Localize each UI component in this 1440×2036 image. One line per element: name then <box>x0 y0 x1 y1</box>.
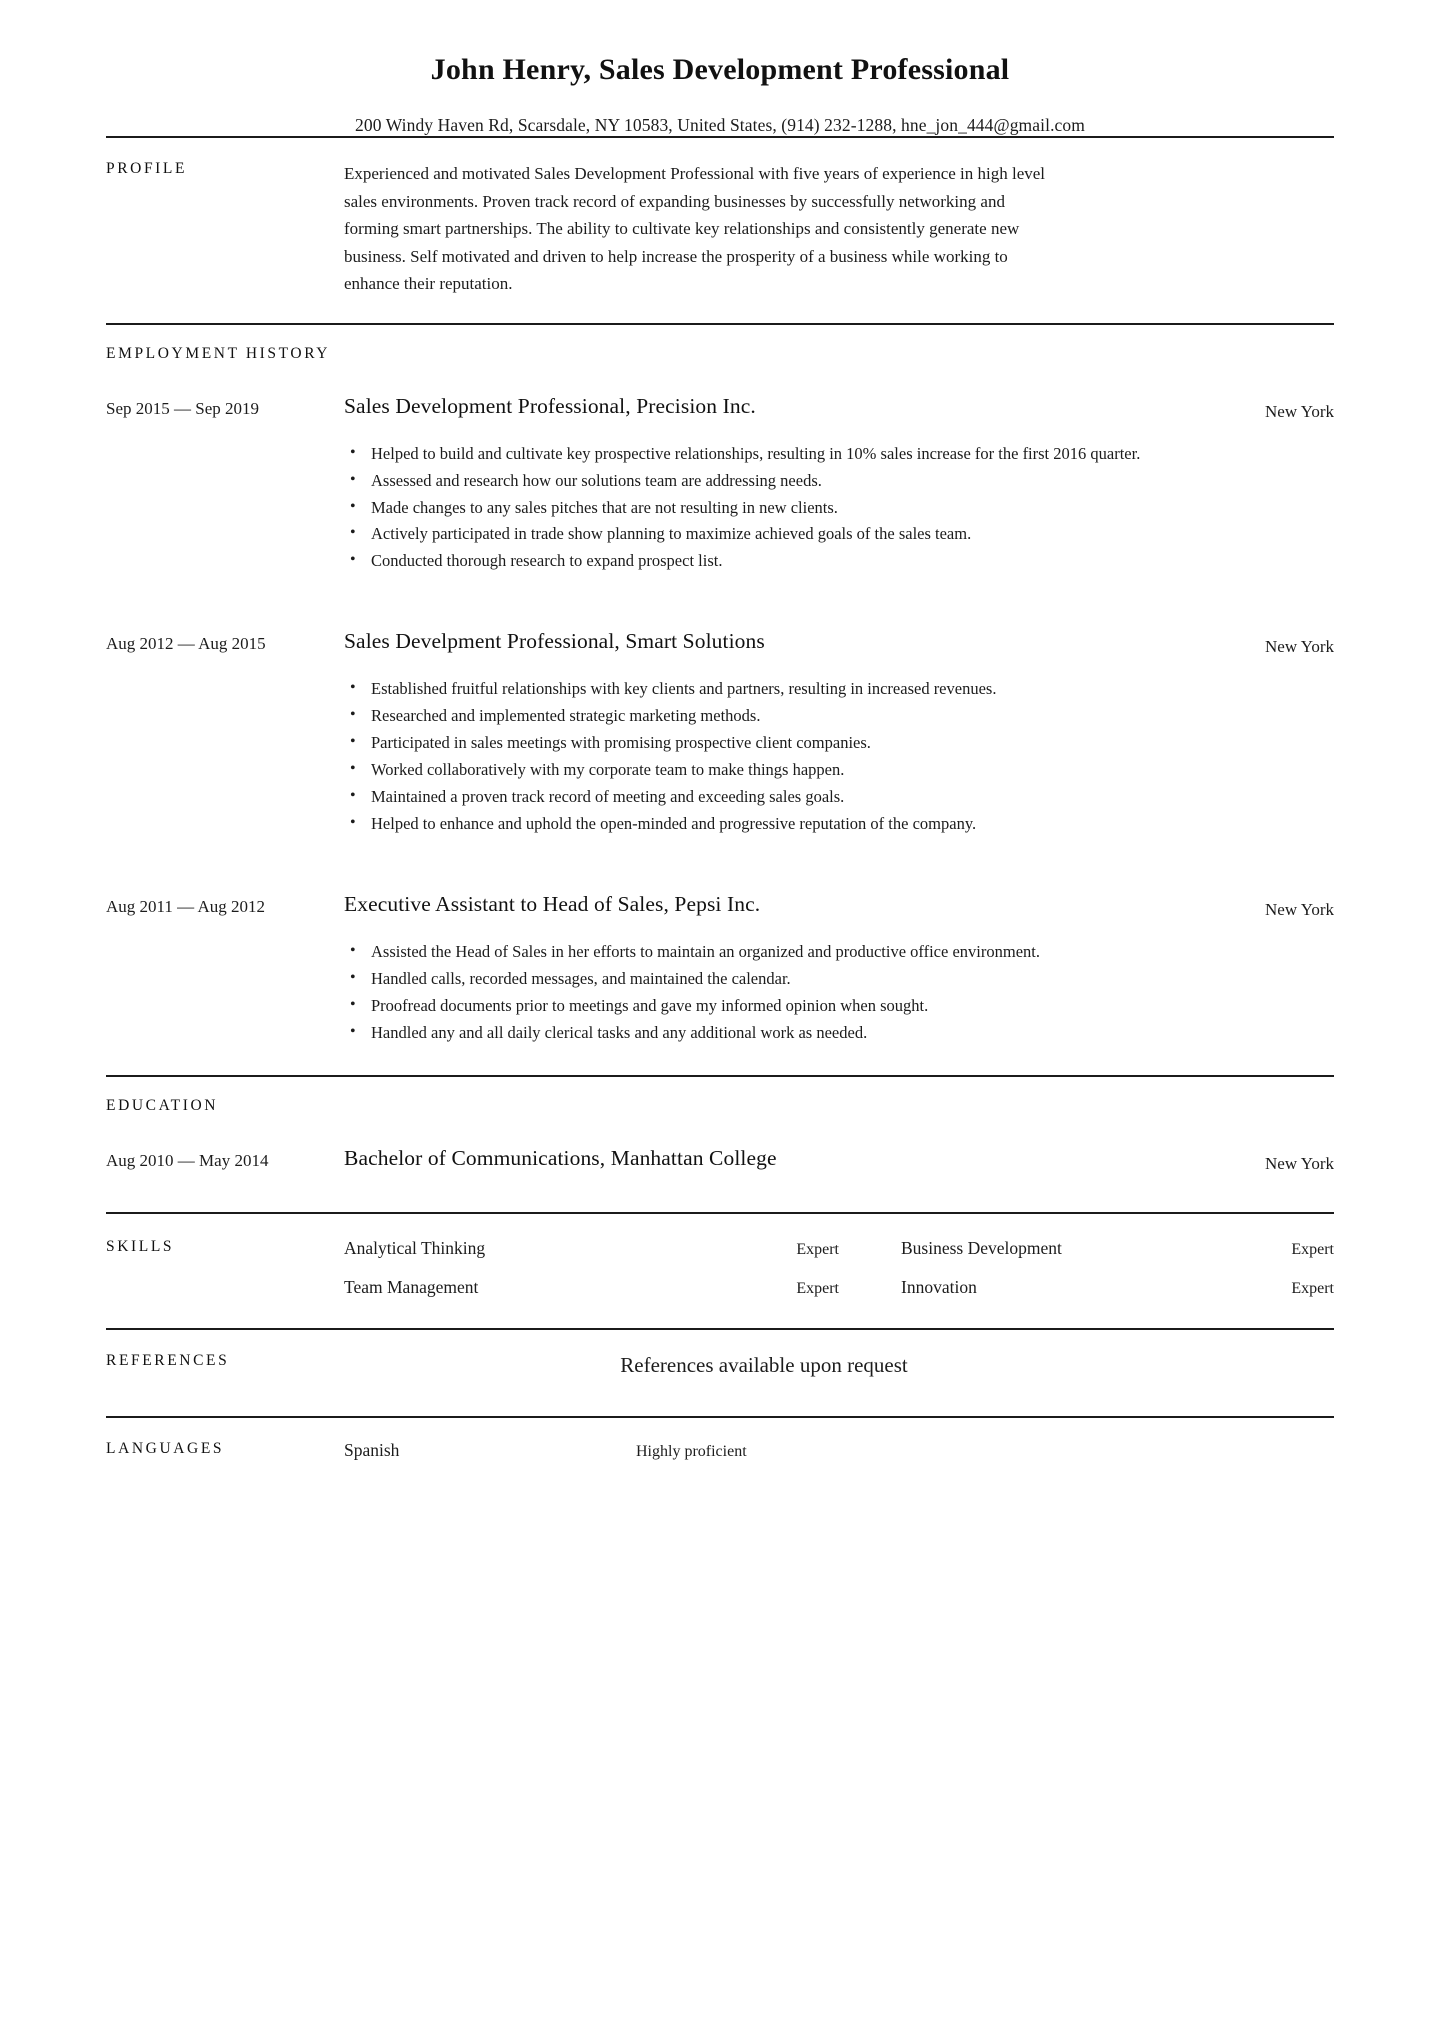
profile-label-col <box>106 160 344 178</box>
skills-label-col <box>106 1238 344 1256</box>
skills-grid <box>344 1238 1334 1298</box>
job-location: New York <box>1265 401 1334 421</box>
job-location: New York <box>1265 637 1334 657</box>
section-heading-employment <box>106 325 1334 369</box>
job-bullet-list <box>344 677 1334 836</box>
list-item: • Actively participated in trade show planning to maximize achieved goals of the sales team. <box>344 522 1334 546</box>
list-item: • Proofread documents prior to meetings and gave my informed opinion when sought. <box>344 994 1334 1018</box>
list-item: • Researched and implemented strategic marketing methods. <box>344 704 1334 728</box>
job-title: Sales Develpment Professional, Smart Solutions <box>344 629 765 654</box>
section-label-skills: SKILLS <box>106 1238 175 1256</box>
list-item: • Handled any and all daily clerical tasks and any additional work as needed. <box>344 1021 1334 1045</box>
page-title: John Henry, Sales Development Professional <box>430 53 1010 86</box>
education-main <box>344 1145 1214 1172</box>
education-entry <box>106 1121 1334 1212</box>
job-bullets-wrap <box>106 665 1334 839</box>
references-text: References available upon request <box>620 1353 908 1378</box>
job-bullets-wrap <box>106 928 1334 1048</box>
bullets-inner <box>344 665 1334 839</box>
resume-header <box>0 0 1440 136</box>
job-header-row <box>106 867 1334 928</box>
education-dates: Aug 2010 — May 2014 <box>106 1151 269 1171</box>
skill-level: Expert <box>796 1280 839 1298</box>
job-title: Executive Assistant to Head of Sales, Pepsi Inc. <box>344 891 761 916</box>
job-dates: Aug 2011 — Aug 2012 <box>106 896 265 916</box>
list-item: • Handled calls, recorded messages, and maintained the calendar. <box>344 967 1334 991</box>
list-item: • Made changes to any sales pitches that are not resulting in new clients. <box>344 496 1334 520</box>
skill-level: Expert <box>796 1241 839 1259</box>
section-label-references: REFERENCES <box>106 1352 230 1370</box>
bullets-gutter <box>106 665 344 839</box>
section-label-profile: PROFILE <box>106 160 188 177</box>
list-item: • Helped to enhance and uphold the open-minded and progressive reputation of the company. <box>344 812 1334 836</box>
languages-grid <box>344 1440 1334 1461</box>
languages-label-col <box>106 1440 344 1458</box>
section-references <box>106 1330 1334 1415</box>
section-languages <box>106 1418 1334 1501</box>
job-entry <box>106 369 1334 605</box>
skill-name: Analytical Thinking <box>344 1238 486 1259</box>
contact-line: 200 Windy Haven Rd, Scarsdale, NY 10583, United States, (914) 232-1288, hne_jon_444@gmail.com <box>355 115 1085 135</box>
skills-body <box>344 1238 1334 1298</box>
section-skills <box>106 1214 1334 1328</box>
education-title: Bachelor of Communications, Manhattan College <box>344 1146 777 1171</box>
job-bullet-list <box>344 940 1334 1045</box>
job-bullets-wrap <box>106 430 1334 577</box>
bullets-inner <box>344 928 1334 1048</box>
references-body <box>344 1352 1334 1379</box>
list-item: • Assisted the Head of Sales in her efforts to maintain an organized and productive office environment. <box>344 940 1334 964</box>
list-item: • Established fruitful relationships with key clients and partners, resulting in increased revenues. <box>344 677 1334 701</box>
job-entry <box>106 604 1334 867</box>
profile-body <box>344 160 1334 298</box>
job-main <box>344 393 1214 420</box>
job-main <box>344 891 1214 918</box>
list-item: • Conducted thorough research to expand prospect list. <box>344 549 1334 573</box>
job-dates: Aug 2012 — Aug 2015 <box>106 634 266 654</box>
list-item: • Maintained a proven track record of meeting and exceeding sales goals. <box>344 785 1334 809</box>
job-main <box>344 628 1214 655</box>
language-name: Spanish <box>344 1439 400 1460</box>
bullets-gutter <box>106 430 344 577</box>
language-level: Highly proficient <box>636 1442 747 1460</box>
job-location: New York <box>1265 899 1334 919</box>
list-item: • Worked collaboratively with my corporate team to make things happen. <box>344 758 1334 782</box>
section-heading-education <box>106 1077 1334 1121</box>
section-label-employment: EMPLOYMENT HISTORY <box>106 344 331 362</box>
resume-content <box>0 136 1440 1501</box>
job-entry <box>106 867 1334 1076</box>
education-row <box>106 1121 1334 1174</box>
bullets-gutter <box>106 928 344 1048</box>
skill-name: Business Development <box>901 1238 1062 1259</box>
section-label-education: EDUCATION <box>106 1097 219 1115</box>
bullets-inner <box>344 430 1334 577</box>
list-item: • Participated in sales meetings with promising prospective client companies. <box>344 731 1334 755</box>
education-location: New York <box>1265 1154 1334 1174</box>
skill-name: Innovation <box>901 1277 977 1298</box>
list-item: • Assessed and research how our solutions team are addressing needs. <box>344 469 1334 493</box>
references-label-col <box>106 1352 344 1370</box>
list-item: • Helped to build and cultivate key prospective relationships, resulting in 10% sales increase for the first 2016 quarter. <box>344 442 1334 466</box>
profile-text: Experienced and motivated Sales Development Professional with five years of experience in high level sales environments. Proven track record of expanding businesses by successfully networking and forming smart partnerships. The ability to cultivate key relationships and consistently generate new business. Self motivated and driven to help increase the prosperity of a business while working to enhance their reputation. <box>344 164 1046 294</box>
skill-level: Expert <box>1291 1241 1334 1259</box>
section-profile <box>106 138 1334 323</box>
job-header-row <box>106 604 1334 665</box>
job-title: Sales Development Professional, Precision Inc. <box>344 393 756 418</box>
job-dates: Sep 2015 — Sep 2019 <box>106 398 259 418</box>
skill-level: Expert <box>1291 1280 1334 1298</box>
skill-name: Team Management <box>344 1277 479 1298</box>
job-bullet-list <box>344 442 1334 574</box>
section-label-languages: LANGUAGES <box>106 1439 225 1457</box>
languages-body <box>344 1440 1334 1461</box>
job-header-row <box>106 369 1334 430</box>
